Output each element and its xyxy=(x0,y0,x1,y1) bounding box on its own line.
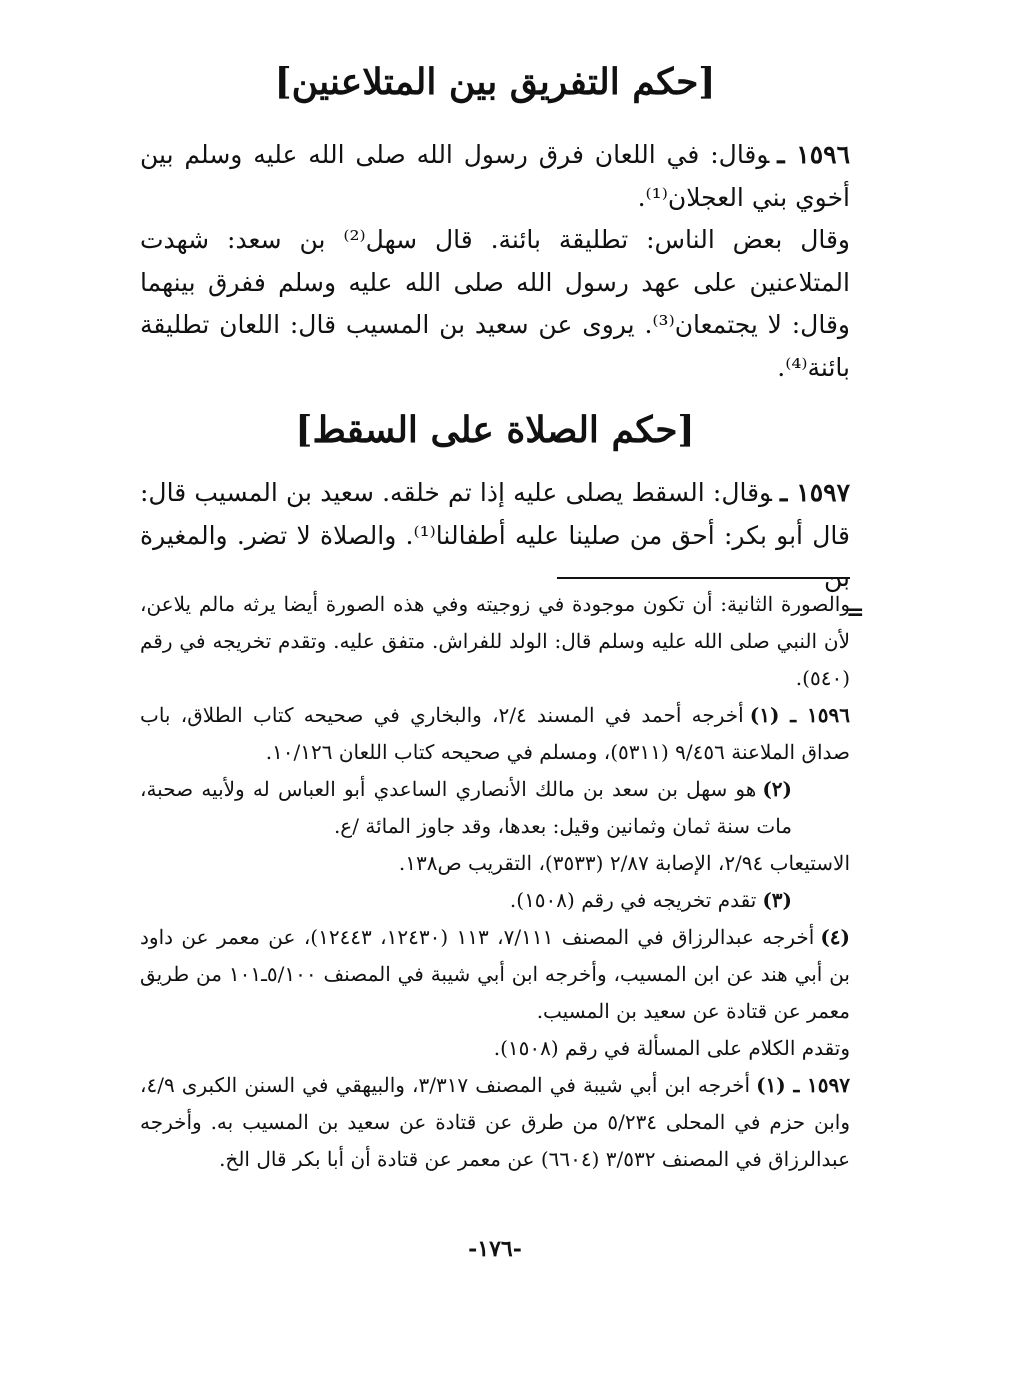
entry-number: ١٥٩٦ ـ xyxy=(777,140,850,169)
footnote-separator xyxy=(557,577,850,579)
entry-paragraph: وقال بعض الناس: تطليقة بائنة. قال سهل⁽²⁾ بن سعد: شهدت المتلاعنين على عهد رسول الله صلى الله عليه وسلم ففرق بينهما وقال: لا يجتمعان⁽³⁾. يروى عن سعيد بن المسيب قال: اللعان تطليقة بائنة⁽⁴⁾. xyxy=(140,225,850,382)
entry-paragraph xyxy=(140,134,850,219)
footnote-text: الاستيعاب ٢/٩٤، الإصابة ٢/٨٧ (٣٥٣٣)، التقريب ص١٣٨. xyxy=(398,851,850,875)
footnote xyxy=(140,845,850,882)
footnote-text: أخرجه أحمد في المسند ٢/٤، والبخاري في صحيحه كتاب الطلاق، باب صداق الملاعنة ٩/٤٥٦ (٥٣١١)، ومسلم في صحيحه كتاب اللعان ١٠/١٢٦. xyxy=(140,703,850,764)
footnote xyxy=(140,697,850,771)
footnote-text: أخرجه عبدالرزاق في المصنف ٧/١١١، ١١٣ (١٢٤٣٠، ١٢٤٤٣)، عن معمر عن داود بن أبي هند عن ابن المسيب، وأخرجه ابن أبي شيبة في المصنف ٥/١٠٠ـ١٠١ من طريق معمر عن قتادة عن سعيد بن المسيب. xyxy=(140,925,850,1023)
footnote-text: أخرجه ابن أبي شيبة في المصنف ٣/٣١٧، والبيهقي في السنن الكبرى ٤/٩، وابن حزم في المحلى ٥/٢٣٤ من طرق عن قتادة عن سعيد بن المسيب به. وأخرجه عبدالرزاق في المصنف ٣/٥٣٢ (٦٦٠٤) عن معمر عن قتادة أن أبا بكر قال الخ. xyxy=(140,1073,850,1171)
footnote xyxy=(140,882,850,919)
footnote-text: والصورة الثانية: أن تكون موجودة في زوجيته وفي هذه الصورة أيضا يرثه مالم يلاعن، لأن النبي صلى الله عليه وسلم قال: الولد للفراش. متفق عليه. وتقدم تخريجه في رقم (٥٤٠). xyxy=(140,592,850,690)
entry-text: وقال: في اللعان فرق رسول الله صلى الله عليه وسلم بين أخوي بني العجلان⁽¹⁾. xyxy=(140,140,850,212)
page-number: -١٧٦- xyxy=(468,1236,522,1262)
footnote-text: هو سهل بن سعد بن مالك الأنصاري الساعدي أبو العباس له ولأبيه صحبة، مات سنة ثمان وثمانين وقيل: بعدها، وقد جاوز المائة /ع. xyxy=(140,777,792,838)
footnote xyxy=(140,586,850,697)
footnote-number: (٢) xyxy=(762,777,792,801)
footnote-number: ١٥٩٧ ـ (١) xyxy=(756,1073,851,1097)
footnote xyxy=(140,919,850,1030)
footnote xyxy=(140,1067,850,1178)
footnotes xyxy=(140,586,850,1178)
footnote xyxy=(140,771,850,845)
footnote-number: ١٥٩٦ ـ (١) xyxy=(749,703,850,727)
entry-1597 xyxy=(140,472,850,600)
footnote-number: (٤) xyxy=(820,925,850,949)
entry-paragraph xyxy=(140,472,850,600)
entry-1596 xyxy=(140,134,850,389)
entry-number: ١٥٩٧ ـ xyxy=(779,478,851,507)
continuation-mark: = xyxy=(846,600,865,625)
footnote-number: (٣) xyxy=(762,888,792,912)
footnote-text: وتقدم الكلام على المسألة في رقم (١٥٠٨). xyxy=(493,1036,850,1060)
footnote xyxy=(140,1030,850,1067)
section-heading-funeral-prayer: [حكم الصلاة على السقط] xyxy=(295,409,695,451)
entry-text: وقال: السقط يصلى عليه إذا تم خلقه. سعيد بن المسيب قال: قال أبو بكر: أحق من صلينا عليه أطفالنا⁽¹⁾. والصلاة لا تضر. والمغيرة بن xyxy=(140,478,850,592)
section-heading-separation: [حكم التفريق بين المتلاعنين] xyxy=(274,61,716,103)
footnote-text: تقدم تخريجه في رقم (١٥٠٨). xyxy=(509,888,757,912)
